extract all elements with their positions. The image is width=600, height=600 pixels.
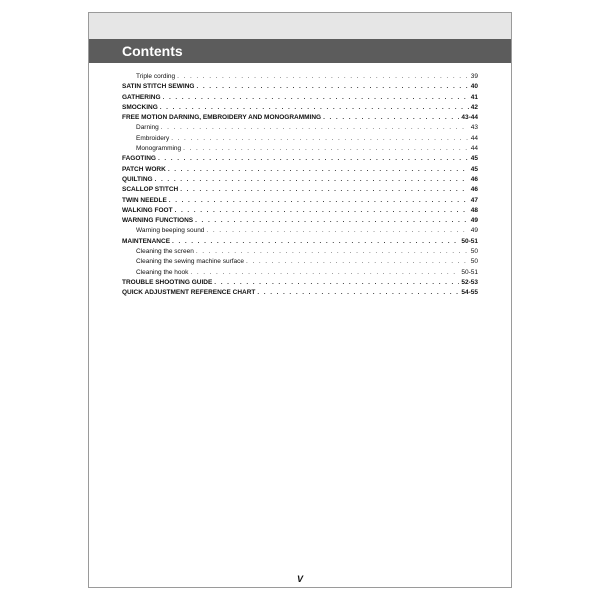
toc-entry-title: SCALLOP STITCH (122, 186, 179, 194)
toc-entry[interactable] (122, 82, 478, 92)
toc-entry-title: TWIN NEEDLE (122, 196, 167, 204)
toc-entry[interactable] (122, 226, 478, 236)
toc-entry-page: 45 (470, 155, 478, 163)
toc-entry-title: Embroidery (136, 134, 170, 142)
toc-entry-title: PATCH WORK (122, 165, 166, 173)
page-title: Contents (122, 43, 183, 59)
toc-entry-page: 50 (470, 258, 478, 266)
toc-entry[interactable] (122, 185, 478, 195)
toc-entry-page: 54-55 (461, 289, 478, 297)
toc-entry-title: MAINTENANCE (122, 237, 171, 245)
toc-leader-dots (257, 288, 459, 298)
toc-entry-title: WALKING FOOT (122, 206, 173, 214)
toc-leader-dots (196, 247, 469, 257)
toc-leader-dots (246, 257, 469, 267)
toc-entry[interactable] (122, 268, 478, 278)
toc-entry-page: 50-51 (461, 268, 478, 276)
toc-entry-page: 43 (470, 124, 478, 132)
document-page (88, 12, 512, 588)
toc-entry-title: Darning (136, 124, 159, 132)
toc-entry-title: GATHERING (122, 93, 161, 101)
toc-entry[interactable] (122, 144, 478, 154)
toc-entry-title: Cleaning the hook (136, 268, 189, 276)
toc-leader-dots (158, 154, 469, 164)
header-bar (89, 39, 511, 63)
toc-leader-dots (160, 103, 469, 113)
table-of-contents (122, 72, 478, 299)
toc-entry-title: QUILTING (122, 175, 153, 183)
toc-entry-page: 44 (470, 134, 478, 142)
toc-leader-dots (180, 185, 469, 195)
toc-leader-dots (169, 196, 469, 206)
toc-entry-page: 46 (470, 186, 478, 194)
toc-entry-title: Triple cording (136, 73, 176, 80)
toc-entry-title: TROUBLE SHOOTING GUIDE (122, 278, 213, 286)
toc-entry-page: 44 (470, 145, 478, 153)
toc-entry-page: 43-44 (461, 114, 478, 122)
toc-entry[interactable] (122, 72, 478, 82)
toc-entry[interactable] (122, 175, 478, 185)
toc-leader-dots (196, 82, 468, 92)
top-band (89, 13, 511, 39)
toc-leader-dots (155, 175, 469, 185)
toc-leader-dots (183, 144, 469, 154)
toc-leader-dots (206, 226, 468, 236)
toc-entry[interactable] (122, 165, 478, 175)
toc-leader-dots (177, 72, 469, 82)
toc-entry-title: WARNING FUNCTIONS (122, 217, 194, 225)
toc-entry-page: 48 (470, 206, 478, 214)
toc-entry[interactable] (122, 278, 478, 288)
toc-entry[interactable] (122, 216, 478, 226)
toc-entry-title: QUICK ADJUSTMENT REFERENCE CHART (122, 289, 256, 297)
toc-leader-dots (175, 206, 469, 216)
toc-entry-title: FREE MOTION DARNING, EMBROIDERY AND MONOGRAMMING (122, 114, 322, 122)
toc-entry-page: 41 (470, 93, 478, 101)
toc-entry-page: 40 (470, 83, 478, 91)
toc-entry[interactable] (122, 247, 478, 257)
toc-entry-title: Cleaning the sewing machine surface (136, 258, 245, 266)
toc-entry-title: Monogramming (136, 145, 182, 153)
toc-entry[interactable] (122, 113, 478, 123)
toc-entry-page: 52-53 (461, 278, 478, 286)
toc-leader-dots (163, 93, 469, 103)
toc-entry[interactable] (122, 134, 478, 144)
toc-entry[interactable] (122, 288, 478, 298)
toc-entry-page: 49 (470, 217, 478, 225)
toc-entry[interactable] (122, 206, 478, 216)
toc-entry[interactable] (122, 93, 478, 103)
toc-entry-page: 50 (470, 248, 478, 256)
toc-entry-page: 46 (470, 175, 478, 183)
toc-leader-dots (161, 123, 469, 133)
toc-entry[interactable] (122, 103, 478, 113)
toc-entry-title: SMOCKING (122, 103, 158, 111)
toc-entry[interactable] (122, 154, 478, 164)
toc-entry-page: 50-51 (461, 237, 478, 245)
toc-leader-dots (214, 278, 459, 288)
toc-leader-dots (172, 237, 459, 247)
toc-entry[interactable] (122, 196, 478, 206)
toc-entry-page: 49 (470, 227, 478, 235)
toc-entry-page: 47 (470, 196, 478, 204)
toc-entry[interactable] (122, 237, 478, 247)
toc-entry[interactable] (122, 257, 478, 267)
toc-leader-dots (190, 268, 459, 278)
toc-leader-dots (171, 134, 469, 144)
toc-entry[interactable] (122, 123, 478, 133)
toc-entry-page: 42 (470, 103, 478, 111)
toc-entry-page: 39 (470, 73, 478, 80)
toc-entry-title: FAGOTING (122, 155, 156, 163)
toc-leader-dots (195, 216, 469, 226)
page-number: V (296, 574, 303, 584)
toc-entry-title: SATIN STITCH SEWING (122, 83, 195, 91)
toc-entry-title: Cleaning the screen (136, 248, 194, 256)
toc-leader-dots (168, 165, 469, 175)
toc-leader-dots (323, 113, 459, 123)
toc-entry-page: 45 (470, 165, 478, 173)
toc-entry-title: Warning beeping sound (136, 227, 205, 235)
